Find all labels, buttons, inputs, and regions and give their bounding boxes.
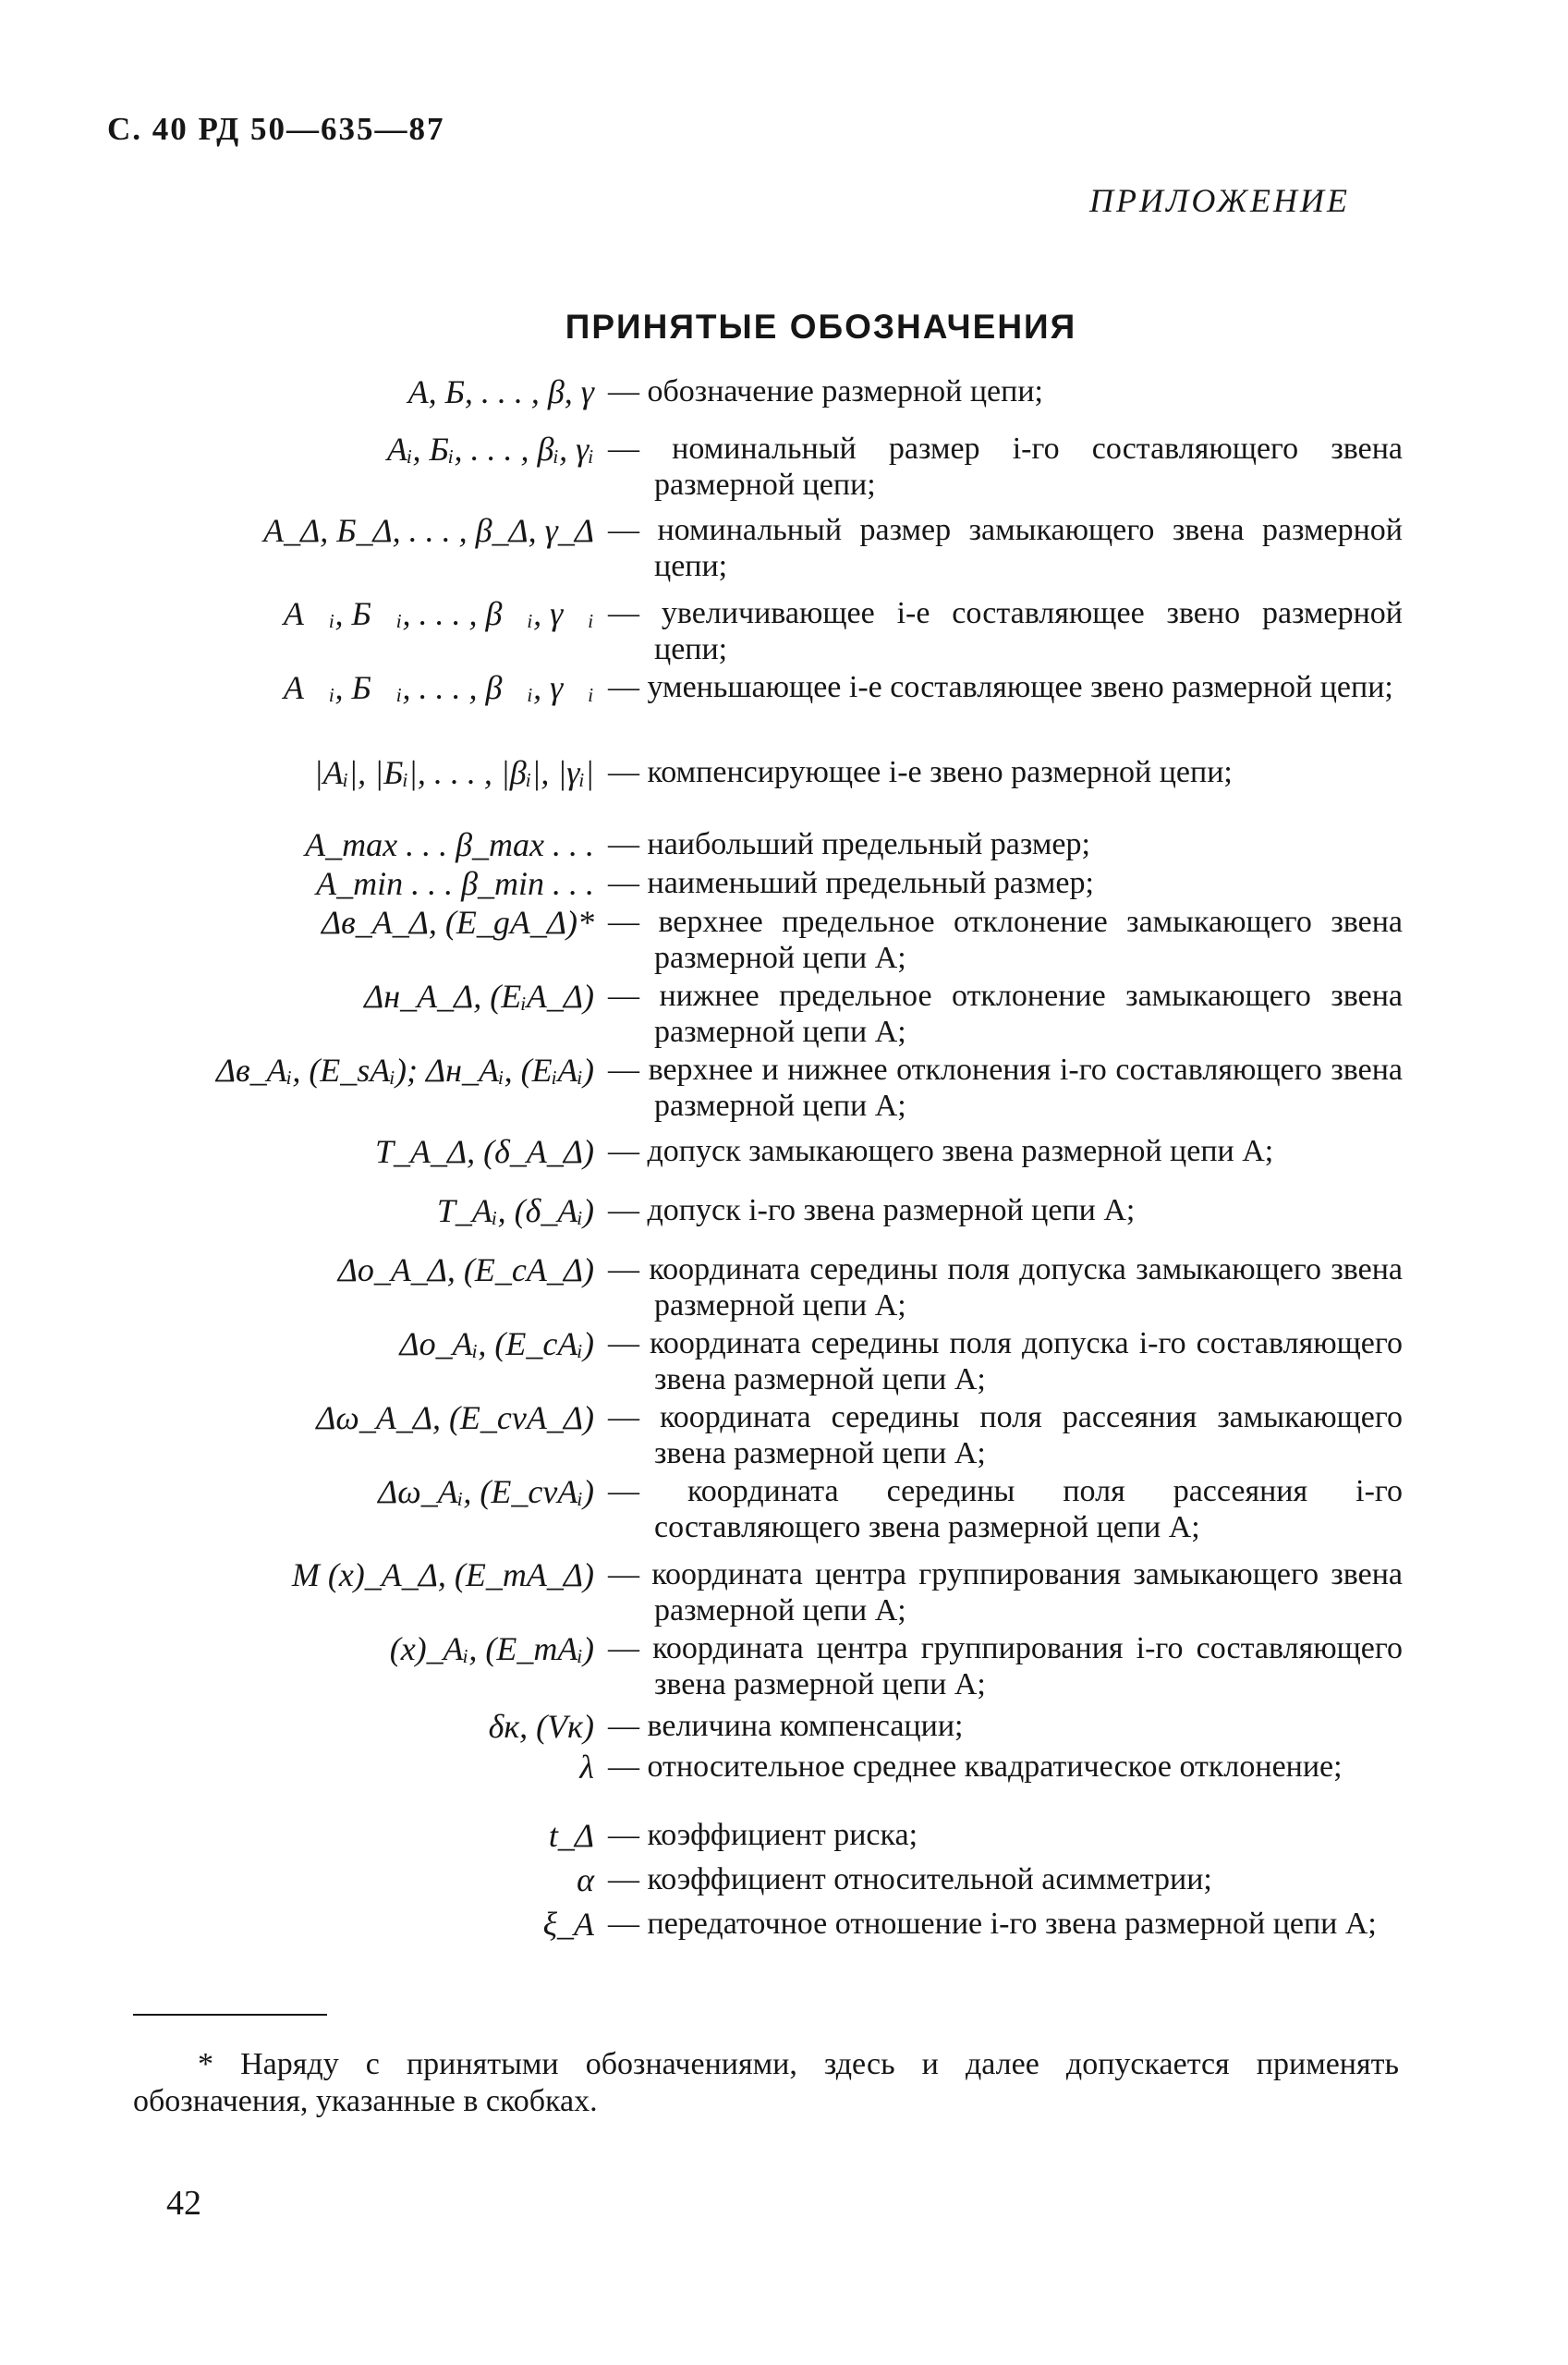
definition: — координата центра группирования i-го составляющего звена размерной цепи A;	[608, 1631, 1403, 1701]
definition: — допуск замыкающего звена размерной цепи A;	[608, 1134, 1274, 1168]
definition: — координата центра группирования замыкающего звена размерной цепи A;	[608, 1557, 1403, 1627]
symbol: А, Б, . . . , β, γ	[407, 373, 594, 410]
definition: — относительное среднее квадратическое отклонение;	[608, 1749, 1343, 1784]
definition: — номинальный размер замыкающего звена размерной цепи;	[608, 513, 1403, 583]
symbol: Δω_Aᵢ, (E_cvAᵢ)	[378, 1473, 594, 1510]
definition: — допуск i-го звена размерной цепи A;	[608, 1193, 1136, 1227]
definition: — величина компенсации;	[608, 1709, 964, 1743]
symbol: Aᵢ, Бᵢ, . . . , βᵢ, γᵢ	[386, 431, 594, 468]
definition: — координата середины поля допуска замыкающего звена размерной цепи A;	[608, 1252, 1403, 1323]
symbol: A⃗ᵢ, Б⃗ᵢ, . . . , β⃗ᵢ, γ⃗ᵢ	[283, 595, 594, 632]
page-number: 42	[166, 2184, 201, 2223]
symbol: (x)_Aᵢ, (E_mAᵢ)	[389, 1630, 594, 1667]
symbol: A_Δ, Б_Δ, . . . , β_Δ, γ_Δ	[263, 512, 594, 549]
appendix-label: ПРИЛОЖЕНИЕ	[1089, 182, 1350, 219]
definition: — номинальный размер i-го составляющего звена размерной цепи;	[608, 432, 1403, 502]
definition: — коэффициент относительной асимметрии;	[608, 1862, 1212, 1896]
symbol: Δo_A_Δ, (E_cA_Δ)	[337, 1251, 594, 1288]
definition: — компенсирующее i-е звено размерной цепи;	[608, 755, 1233, 789]
definition: — наименьший предельный размер;	[608, 866, 1094, 900]
definition: — обозначение размерной цепи;	[608, 374, 1043, 408]
symbol: T_Aᵢ, (δ_Aᵢ)	[436, 1192, 594, 1229]
definition: — координата середины поля рассеяния замыкающего звена размерной цепи A;	[608, 1400, 1403, 1470]
symbol: M (x)_A_Δ, (E_mA_Δ)	[291, 1556, 594, 1593]
footnote-divider	[133, 2014, 327, 2016]
definition: — верхнее предельное отклонение замыкающего звена размерной цепи A;	[608, 905, 1403, 975]
definition: — верхнее и нижнее отклонения i-го составляющего звена размерной цепи A;	[608, 1053, 1403, 1123]
symbol: A_max . . . β_max . . .	[305, 826, 594, 863]
definition: — уменьшающее i-е составляющее звено размерной цепи;	[608, 670, 1393, 704]
symbol: Δн_A_Δ, (EᵢA_Δ)	[364, 978, 594, 1015]
page-header: С. 40 РД 50—635—87	[107, 111, 445, 147]
definition: — координата середины поля допуска i-го составляющего звена размерной цепи A;	[608, 1326, 1403, 1396]
symbol: Δω_A_Δ, (E_cvA_Δ)	[316, 1399, 594, 1436]
definition: — передаточное отношение i-го звена размерной цепи A;	[608, 1907, 1377, 1941]
definition: — увеличивающее i-е составляющее звено размерной цепи;	[608, 596, 1403, 666]
symbol: t_Δ	[548, 1817, 594, 1854]
definition: — нижнее предельное отклонение замыкающего звена размерной цепи A;	[608, 979, 1403, 1049]
definition: — коэффициент риска;	[608, 1818, 918, 1852]
section-title: ПРИНЯТЫЕ ОБОЗНАЧЕНИЯ	[565, 308, 1077, 346]
symbol: A_min . . . β_min . . .	[316, 865, 594, 902]
symbol: α	[577, 1861, 594, 1898]
symbol: Δв_Aᵢ, (E_sAᵢ); Δн_Aᵢ, (EᵢAᵢ)	[215, 1052, 594, 1089]
symbol: |Aᵢ|, |Бᵢ|, . . . , |βᵢ|, |γᵢ|	[313, 754, 594, 791]
definition: — координата середины поля рассеяния i-го составляющего звена размерной цепи A;	[608, 1474, 1403, 1544]
symbol: T_A_Δ, (δ_A_Δ)	[375, 1133, 594, 1170]
symbol: Δo_Aᵢ, (E_cAᵢ)	[399, 1325, 594, 1362]
symbol: δк, (Vк)	[488, 1708, 594, 1745]
symbol: Δв_A_Δ, (E_gA_Δ)*	[322, 904, 594, 941]
symbol: ξ_A	[542, 1906, 594, 1943]
definition: — наибольший предельный размер;	[608, 827, 1090, 861]
symbol: λ	[579, 1749, 594, 1786]
footnote: * Наряду с принятыми обозначениями, здесь и далее допускается применять обозначения, указанные в скобках.	[133, 2047, 1399, 2118]
symbol: A⃖ᵢ, Б⃖ᵢ, . . . , β⃖ᵢ, γ⃖ᵢ	[283, 669, 594, 706]
